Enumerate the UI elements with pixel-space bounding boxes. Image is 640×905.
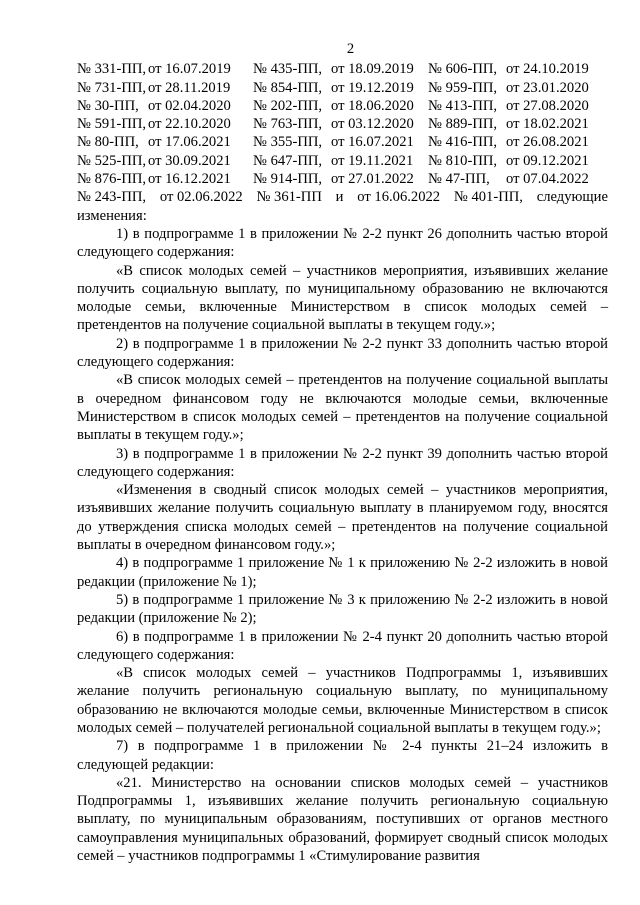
- paragraph: 3) в подпрограмме 1 в приложении № 2-2 пункт 39 дополнить частью второй следующего содержания:: [77, 445, 608, 480]
- resolution-date: от 16.07.2021: [331, 134, 414, 151]
- paragraph: 4) в подпрограмме 1 приложение № 1 к приложению № 2-2 изложить в новой редакции (приложение № 1);: [77, 555, 608, 590]
- resolution-date: от 28.11.2019: [148, 79, 231, 96]
- resolution-number: № 331-ПП,: [77, 61, 147, 78]
- reference-row: [77, 60, 609, 78]
- resolution-number: № 355-ПП,: [253, 134, 323, 151]
- resolution-date: от 24.10.2019: [506, 61, 589, 78]
- resolution-date: от 27.01.2022: [331, 171, 414, 188]
- resolution-number: № 30-ПП,: [77, 97, 139, 114]
- references-tail-token: и: [335, 189, 344, 206]
- document-body: [77, 207, 608, 866]
- resolution-number: № 435-ПП,: [253, 61, 323, 78]
- resolution-number: № 763-ПП,: [253, 116, 323, 133]
- resolution-number: № 959-ПП,: [428, 79, 498, 96]
- reference-row: [77, 97, 609, 115]
- resolution-number: № 416-ПП,: [428, 134, 498, 151]
- paragraph: «В список молодых семей – участников Подпрограммы 1, изъявивших желание получить региональную социальную выплату, по муниципальному образованию не включаются молодые семьи, включенные Министерством в список молодых семей – получателей региональной социальной выплаты в текущем году.»;: [77, 665, 608, 736]
- resolution-number: № 810-ПП,: [428, 152, 498, 169]
- resolution-number: № 876-ПП,: [77, 171, 147, 188]
- resolution-date: от 23.01.2020: [506, 79, 589, 96]
- resolution-number: № 591-ПП,: [77, 116, 147, 133]
- page-number: 2: [346, 41, 355, 57]
- paragraph: 6) в подпрограмме 1 в приложении № 2-4 пункт 20 дополнить частью второй следующего содержания:: [77, 628, 608, 663]
- resolution-number: № 914-ПП,: [253, 171, 323, 188]
- resolution-date: от 18.09.2019: [331, 61, 414, 78]
- references-tail-token: от 02.06.2022: [159, 189, 243, 206]
- resolution-date: от 09.12.2021: [506, 152, 589, 169]
- resolution-date: от 18.02.2021: [506, 116, 589, 133]
- resolution-date: от 17.06.2021: [148, 134, 231, 151]
- resolution-number: № 854-ПП,: [253, 79, 323, 96]
- paragraph: изменения:: [77, 207, 147, 224]
- resolution-date: от 02.04.2020: [148, 97, 231, 114]
- resolution-date: от 07.04.2022: [506, 171, 589, 188]
- paragraph: 1) в подпрограмме 1 в приложении № 2-2 пункт 26 дополнить частью второй следующего содержания:: [77, 225, 608, 261]
- paragraph: 5) в подпрограмме 1 приложение № 3 к приложению № 2-2 изложить в новой редакции (приложение № 2);: [77, 591, 608, 627]
- resolution-number: № 889-ПП,: [428, 116, 498, 133]
- resolution-date: от 16.12.2021: [148, 171, 231, 188]
- resolution-date: от 22.10.2020: [148, 116, 231, 133]
- resolution-references-table: [77, 60, 609, 188]
- paragraph: «В список молодых семей – претендентов на получение социальной выплаты в очередном финансовом году не включаются молодые семьи, включенные Министерством в список молодых семей – претендентов на получение социальной выплаты в текущем году.»;: [77, 372, 608, 444]
- paragraph: «В список молодых семей – участников мероприятия, изъявивших желание получить социальную выплату, по муниципальному образованию не включаются молодые семьи, включенные Министерством в список молодых семей – претендентов на получение социальной выплаты в текущем году.»;: [77, 262, 608, 334]
- paragraph: 2) в подпрограмме 1 в приложении № 2-2 пункт 33 дополнить частью второй следующего содержания:: [77, 335, 608, 371]
- reference-row: [77, 79, 609, 97]
- resolution-date: от 19.12.2019: [331, 79, 414, 96]
- references-tail-line: [77, 188, 608, 206]
- resolution-number: № 413-ПП,: [428, 97, 498, 114]
- resolution-number: № 606-ПП,: [428, 61, 498, 78]
- references-tail-token: следующие: [536, 189, 608, 206]
- resolution-number: № 647-ПП,: [253, 152, 323, 169]
- reference-row: [77, 170, 609, 188]
- paragraph: «21. Министерство на основании списков молодых семей – участников Подпрограммы 1, изъявивших желание получить региональную социальную выплату, по муниципальным образованиям, поступивших от органов местного самоуправления муниципальных образований, формирует сводный список молодых семей – участников подпрограммы 1 «Стимулирование развития: [77, 774, 608, 865]
- references-tail-token: № 243-ПП,: [77, 189, 147, 206]
- resolution-number: № 47-ПП,: [428, 171, 490, 188]
- resolution-date: от 18.06.2020: [331, 97, 414, 114]
- resolution-number: № 731-ПП,: [77, 79, 147, 96]
- paragraph: 7) в подпрограмме 1 в приложении № 2-4 пункты 21–24 изложить в следующей редакции:: [77, 738, 608, 773]
- references-tail-token: № 361-ПП: [256, 189, 322, 206]
- resolution-date: от 03.12.2020: [331, 116, 414, 133]
- document-page: [77, 40, 608, 865]
- reference-row: [77, 133, 609, 151]
- resolution-number: № 202-ПП,: [253, 97, 323, 114]
- paragraph: «Изменения в сводный список молодых семей – участников мероприятия, изъявивших желание получить социальную выплату в планируемом году, вносятся до утверждения списка молодых семей – претендентов на получение социальной выплаты в очередном финансовом году.»;: [77, 482, 608, 554]
- resolution-date: от 26.08.2021: [506, 134, 589, 151]
- resolution-date: от 19.11.2021: [331, 152, 414, 169]
- resolution-number: № 80-ПП,: [77, 134, 139, 151]
- reference-row: [77, 115, 609, 133]
- resolution-date: от 16.07.2019: [148, 61, 231, 78]
- resolution-date: от 27.08.2020: [506, 97, 589, 114]
- reference-row: [77, 152, 609, 170]
- references-tail-token: от 16.06.2022: [357, 189, 441, 206]
- resolution-number: № 525-ПП,: [77, 152, 147, 169]
- resolution-date: от 30.09.2021: [148, 152, 231, 169]
- references-tail-token: № 401-ПП,: [453, 189, 523, 206]
